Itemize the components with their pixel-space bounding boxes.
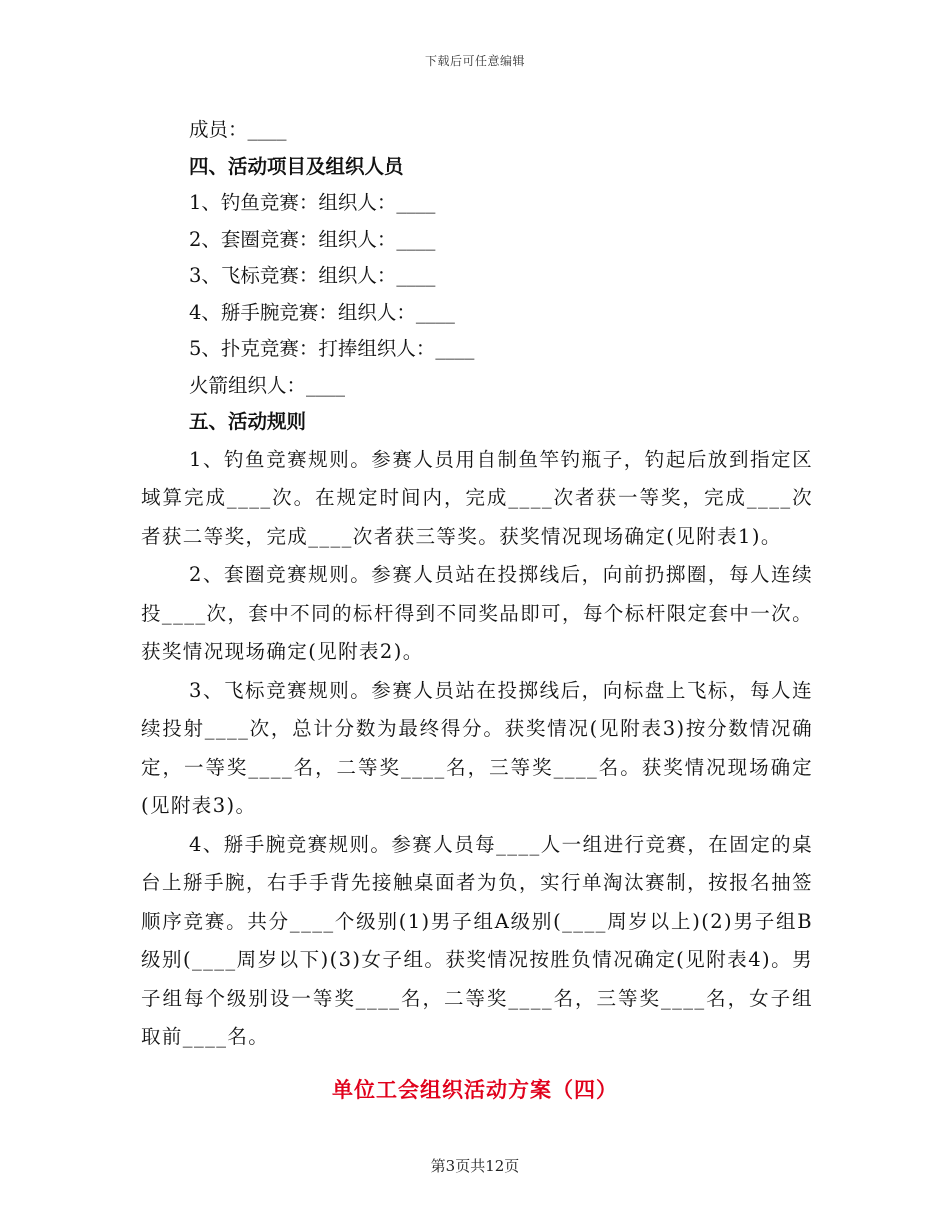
item-fishing: 1、钓鱼竞赛：组织人：____ xyxy=(189,191,436,214)
item-poker: 5、扑克竞赛：打捧组织人：____ xyxy=(189,337,475,360)
page-number: 第3页共12页 xyxy=(430,1157,520,1175)
item-ring-toss: 2、套圈竞赛：组织人：____ xyxy=(189,227,436,251)
item-arm-wrestling: 4、掰手腕竞赛：组织人：____ xyxy=(189,300,455,324)
section-5-heading: 五、活动规则 xyxy=(189,410,307,433)
next-section-title: 单位工会组织活动方案（四） xyxy=(332,1077,618,1102)
members-line: 成员：____ xyxy=(189,118,287,141)
page-header: 下载后可任意编辑 xyxy=(424,54,525,68)
rule-darts: 3、飞标竞赛规则。参赛人员站在投掷线后，向标盘上飞标，每人连续投射____次，总计分数为最终得分。获奖情况(见附表3)按分数情况确定，一等奖____名，二等奖____名，三等奖____名。获奖情况现场确定(见附表3)。 xyxy=(141,678,813,817)
rule-ring-toss: 2、套圈竞赛规则。参赛人员站在投掷线后，向前扔掷圈，每人连续投____次，套中不同的标杆得到不同奖品即可，每个标杆限定套中一次。获奖情况现场确定(见附表2)。 xyxy=(141,563,813,663)
item-rocket: 火箭组织人：____ xyxy=(189,373,346,397)
rule-arm-wrestling: 4、掰手腕竞赛规则。参赛人员每____人一组进行竞赛，在固定的桌台上掰手腕，右手手背先接触桌面者为负，实行单淘汰赛制，按报名抽签顺序竞赛。共分____个级别(1)男子组A级别(____周岁以上)(2)男子组B级别(____周岁以下)(3)女子组。获奖情况按胜负情况确定(见附表4)。男子组每个级别设一等奖____名，二等奖____名，三等奖____名，女子组取前____名。 xyxy=(141,832,813,1048)
section-4-heading: 四、活动项目及组织人员 xyxy=(189,154,404,178)
item-darts: 3、飞标竞赛：组织人：____ xyxy=(189,264,436,287)
rule-fishing: 1、钓鱼竞赛规则。参赛人员用自制鱼竿钓瓶子，钓起后放到指定区域算完成____次。在规定时间内，完成____次者获一等奖，完成____次者获二等奖，完成____次者获三等奖。获奖情况现场确定(见附表1)。 xyxy=(141,447,813,548)
document-body xyxy=(141,112,813,1057)
